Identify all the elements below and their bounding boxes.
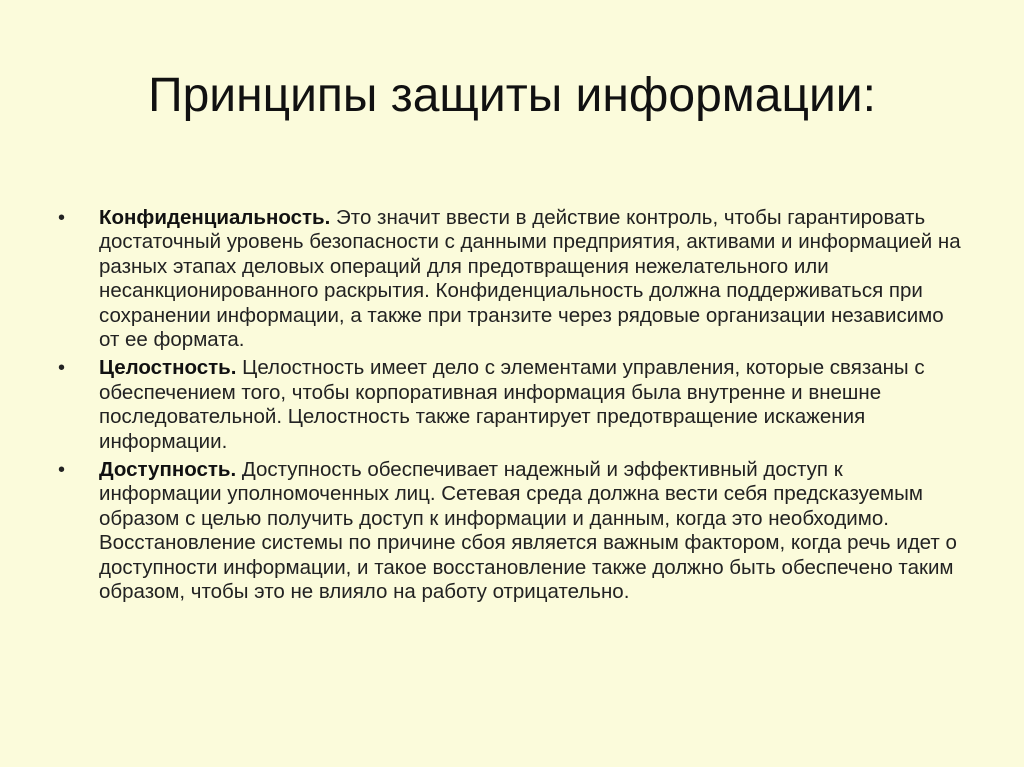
bullet-list (58, 206, 968, 609)
term-integrity: Целостность. (99, 356, 237, 380)
bullet-icon: • (58, 459, 66, 482)
bullet-availability (58, 458, 968, 604)
bullet-confidentiality (58, 206, 968, 352)
description-confidentiality: Это значит ввести в действие контроль, чтобы гарантировать достаточный уровень безопасности с данными предприятия, активами и информацией на разных этапах деловых операций для предотвращения нежелательного или несанкционированного раскрытия. Конфиденциальность должна поддерживаться при сохранении информации, а также при транзите через рядовые организации независимо от ее формата. (99, 206, 961, 352)
bullet-icon: • (58, 357, 66, 380)
term-confidentiality: Конфиденциальность. (99, 206, 331, 229)
bullet-icon: • (58, 207, 66, 229)
term-availability: Доступность. (99, 458, 237, 482)
description-integrity: Целостность имеет дело с элементами управления, которые связаны с обеспечением того, чтобы корпоративная информация была внутренне и внешне последовательной. Целостность также гарантирует предотвращение искажения информации. (99, 356, 925, 453)
slide-title: Принципы защиты информации: (148, 69, 876, 122)
bullet-integrity (58, 356, 968, 454)
description-availability: Доступность обеспечивает надежный и эффективный доступ к информации уполномоченных лиц. Сетевая среда должна вести себя предсказуемым образом с целью получить доступ к информации и данным, когда это необходимо. Восстановление системы по причине сбоя является важным фактором, когда речь идет о доступности информации, и такое восстановление также должно быть обеспечено таким образом, чтобы это не влияло на работу отрицательно. (99, 458, 957, 604)
